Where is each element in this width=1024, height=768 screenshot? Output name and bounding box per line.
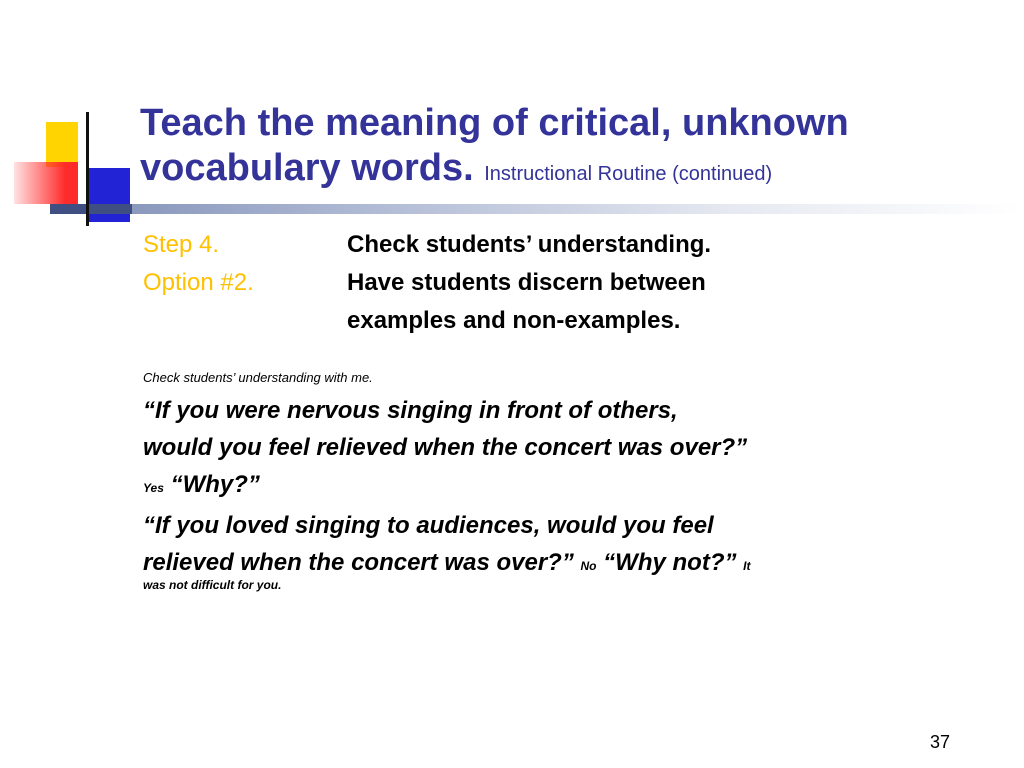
option-text-continued: examples and non-examples. <box>347 307 681 334</box>
instruction-note: Check students’ understanding with me. <box>143 370 373 385</box>
question-2-line-2: relieved when the concert was over?” <box>143 549 574 576</box>
title-main: Teach the meaning of critical, unknown vocabulary words. <box>140 102 849 189</box>
page-number: 37 <box>930 732 951 752</box>
slide-title <box>140 101 1000 197</box>
title-subtitle: Instructional Routine (continued) <box>484 163 773 185</box>
answer-yes: Yes <box>143 481 164 495</box>
step-text: Check students’ understanding. <box>347 231 712 258</box>
option-text: Have students discern between <box>347 269 706 296</box>
question-2-line-1: “If you loved singing to audiences, would you feel <box>143 512 714 539</box>
logo-yellow-square <box>46 122 78 167</box>
followup-why-not: “Why not?” <box>603 549 737 576</box>
logo-red-square <box>14 162 78 204</box>
question-block <box>143 392 883 595</box>
reason-start: It <box>743 559 751 573</box>
question-1-line-2: would you feel relieved when the concert was over?” <box>143 434 748 461</box>
option-label: Option #2. <box>143 269 254 296</box>
answer-no: No <box>580 559 597 573</box>
question-1-line-1: “If you were nervous singing in front of others, <box>143 397 678 424</box>
reason-end: was not difficult for you. <box>143 578 282 592</box>
step-label: Step 4. <box>143 231 220 258</box>
logo-vertical-line <box>86 112 89 226</box>
title-underline <box>50 204 1024 214</box>
title-underline-accent <box>50 204 132 214</box>
followup-why: “Why?” <box>170 471 260 498</box>
